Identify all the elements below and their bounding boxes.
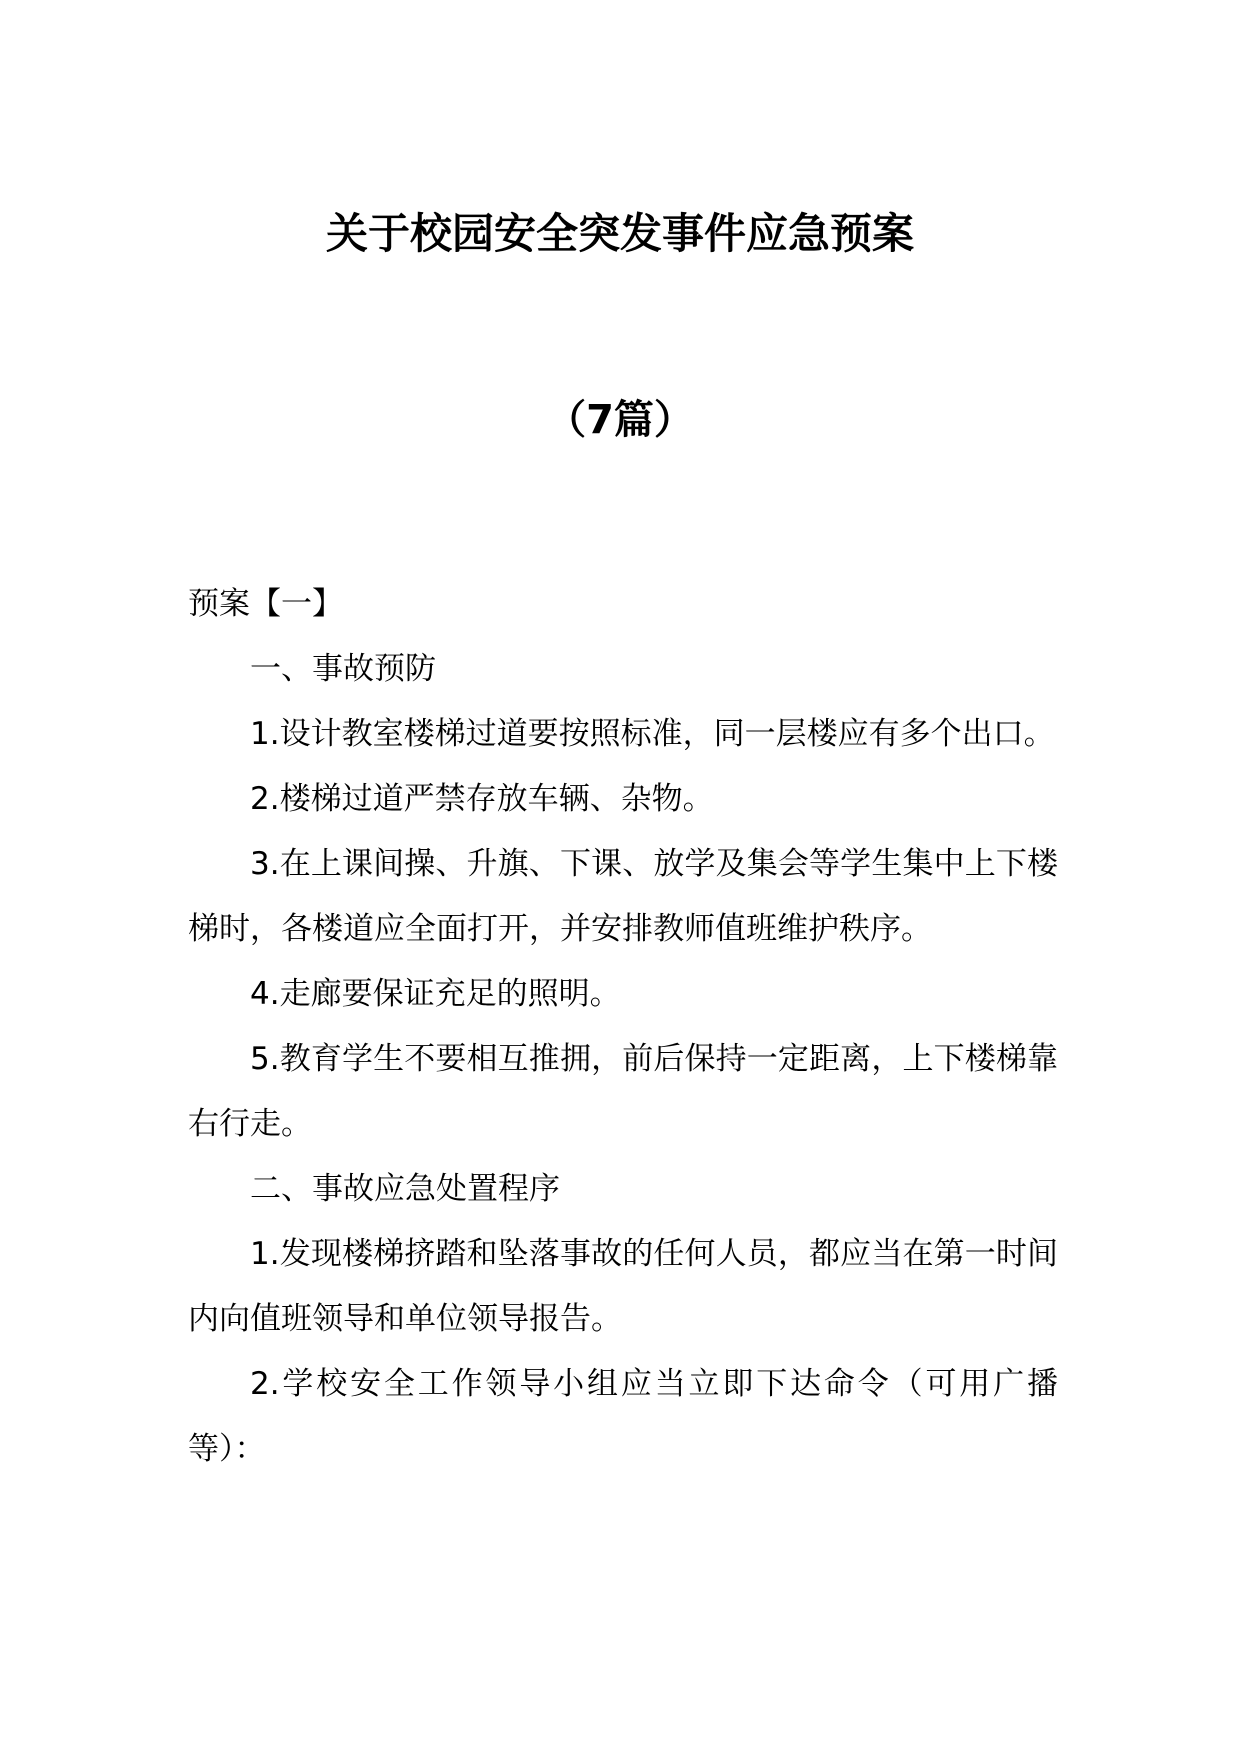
document-title: 关于校园安全突发事件应急预案 [325,209,914,258]
document-body [188,572,1058,1482]
document-subtitle: （7篇） [546,397,694,443]
paragraph: 2.楼梯过道严禁存放车辆、杂物。 [250,781,714,817]
paragraph: 1.发现楼梯挤踏和坠落事故的任何人员，都应当在第一时间内向值班领导和单位领导报告。 [188,1236,1058,1337]
paragraph: 1.设计教室楼梯过道要按照标准，同一层楼应有多个出口。 [250,716,1055,752]
paragraph: 2.学校安全工作领导小组应当立即下达命令（可用广播等）： [188,1366,1058,1467]
subsection-heading: 二、事故应急处置程序 [250,1171,560,1207]
paragraph: 5.教育学生不要相互推拥，前后保持一定距离，上下楼梯靠右行走。 [188,1041,1058,1142]
paragraph: 3.在上课间操、升旗、下课、放学及集会等学生集中上下楼梯时，各楼道应全面打开，并安排教师值班维护秩序。 [188,846,1058,947]
subsection-heading: 一、事故预防 [250,651,436,687]
section-heading: 预案【一】 [188,586,343,622]
paragraph: 4.走廊要保证充足的照明。 [250,976,621,1012]
